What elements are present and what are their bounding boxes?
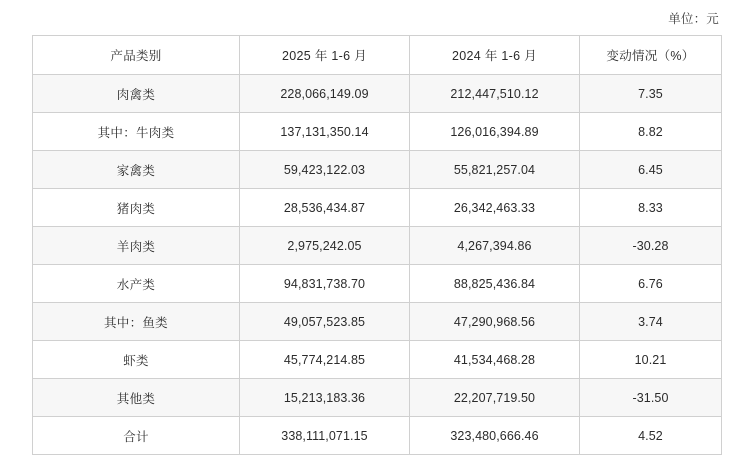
cell-2024-amount: 323,480,666.46 bbox=[410, 417, 580, 455]
cell-2024-amount: 126,016,394.89 bbox=[410, 113, 580, 151]
cell-category: 水产类 bbox=[33, 265, 240, 303]
cell-2024-amount: 22,207,719.50 bbox=[410, 379, 580, 417]
cell-2025-amount: 137,131,350.14 bbox=[240, 113, 410, 151]
cell-2025-amount: 338,111,071.15 bbox=[240, 417, 410, 455]
cell-change-percent: 8.33 bbox=[580, 189, 722, 227]
cell-change-percent: 8.82 bbox=[580, 113, 722, 151]
column-header-2024: 2024 年 1-6 月 bbox=[410, 36, 580, 75]
table-row bbox=[33, 75, 722, 113]
table-header bbox=[33, 36, 722, 75]
table-row bbox=[33, 417, 722, 455]
cell-2025-amount: 28,536,434.87 bbox=[240, 189, 410, 227]
table-row bbox=[33, 379, 722, 417]
cell-category: 家禽类 bbox=[33, 151, 240, 189]
cell-2025-amount: 45,774,214.85 bbox=[240, 341, 410, 379]
table-row bbox=[33, 303, 722, 341]
cell-category: 肉禽类 bbox=[33, 75, 240, 113]
column-header-change: 变动情况（%） bbox=[580, 36, 722, 75]
cell-category: 合计 bbox=[33, 417, 240, 455]
cell-2025-amount: 59,423,122.03 bbox=[240, 151, 410, 189]
column-header-category: 产品类别 bbox=[33, 36, 240, 75]
table-row bbox=[33, 189, 722, 227]
cell-2024-amount: 212,447,510.12 bbox=[410, 75, 580, 113]
cell-change-percent: -31.50 bbox=[580, 379, 722, 417]
cell-change-percent: 7.35 bbox=[580, 75, 722, 113]
cell-2024-amount: 41,534,468.28 bbox=[410, 341, 580, 379]
cell-category: 其中：牛肉类 bbox=[33, 113, 240, 151]
cell-2025-amount: 49,057,523.85 bbox=[240, 303, 410, 341]
table-row bbox=[33, 227, 722, 265]
cell-change-percent: 4.52 bbox=[580, 417, 722, 455]
cell-2024-amount: 26,342,463.33 bbox=[410, 189, 580, 227]
cell-2025-amount: 15,213,183.36 bbox=[240, 379, 410, 417]
cell-change-percent: -30.28 bbox=[580, 227, 722, 265]
table-row bbox=[33, 265, 722, 303]
cell-change-percent: 6.45 bbox=[580, 151, 722, 189]
cell-2024-amount: 55,821,257.04 bbox=[410, 151, 580, 189]
cell-category: 其中：鱼类 bbox=[33, 303, 240, 341]
cell-2024-amount: 88,825,436.84 bbox=[410, 265, 580, 303]
table-body bbox=[33, 75, 722, 455]
cell-change-percent: 6.76 bbox=[580, 265, 722, 303]
cell-change-percent: 3.74 bbox=[580, 303, 722, 341]
cell-change-percent: 10.21 bbox=[580, 341, 722, 379]
cell-category: 其他类 bbox=[33, 379, 240, 417]
cell-2024-amount: 4,267,394.86 bbox=[410, 227, 580, 265]
table-header-row bbox=[33, 36, 722, 75]
column-header-2025: 2025 年 1-6 月 bbox=[240, 36, 410, 75]
product-category-table bbox=[32, 35, 722, 455]
cell-2025-amount: 2,975,242.05 bbox=[240, 227, 410, 265]
cell-category: 羊肉类 bbox=[33, 227, 240, 265]
table-row bbox=[33, 113, 722, 151]
cell-2024-amount: 47,290,968.56 bbox=[410, 303, 580, 341]
cell-2025-amount: 94,831,738.70 bbox=[240, 265, 410, 303]
cell-category: 猪肉类 bbox=[33, 189, 240, 227]
unit-note: 单位：元 bbox=[668, 12, 719, 26]
cell-2025-amount: 228,066,149.09 bbox=[240, 75, 410, 113]
table-row bbox=[33, 151, 722, 189]
table-row bbox=[33, 341, 722, 379]
cell-category: 虾类 bbox=[33, 341, 240, 379]
